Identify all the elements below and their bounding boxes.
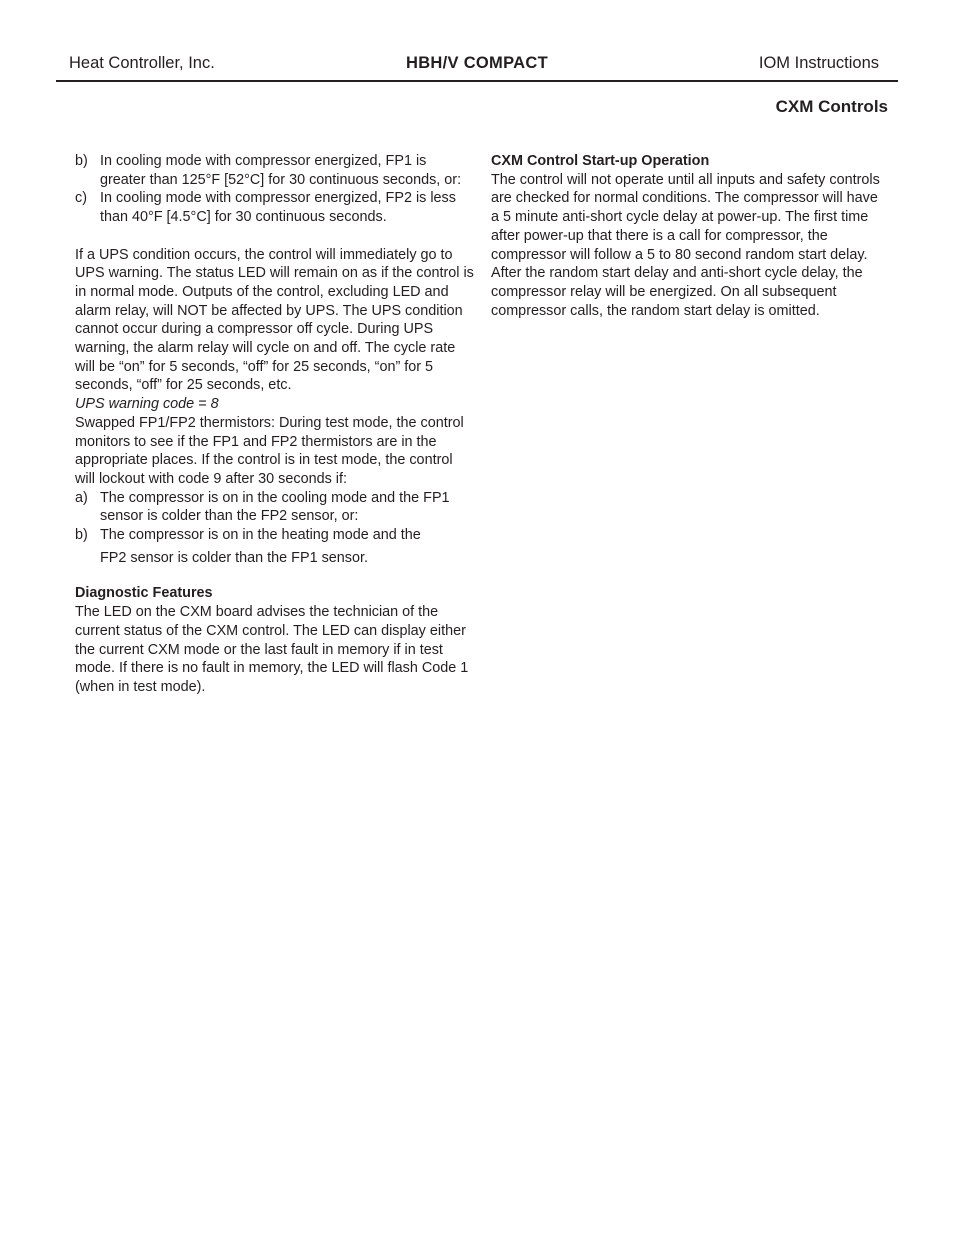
startup-operation-heading: CXM Control Start-up Operation: [491, 153, 710, 169]
diagnostic-features-paragraph: The LED on the CXM board advises the technician of the current status of the CXM control. The LED can display either the current CXM mode or the last fault in memory if in test mode. If there is no fault in memory, the LED will flash Code 1 (when in test mode).: [75, 604, 469, 695]
list-item-text: In cooling mode with compressor energized, FP2 is less than 40°F [4.5°C] for 30 continuous seconds.: [100, 190, 456, 226]
ups-warning-code: UPS warning code = 8: [75, 396, 219, 413]
diagnostic-features-heading: Diagnostic Features: [75, 585, 213, 602]
list-item: [75, 189, 475, 226]
list-marker: b): [75, 527, 88, 544]
list-item-text-line2: FP2 sensor is colder than the FP1 sensor.: [100, 549, 368, 566]
list-item-text-line1: The compressor is on in the heating mode and the: [100, 527, 421, 544]
spacer: [75, 567, 475, 584]
swapped-thermistors-paragraph: Swapped FP1/FP2 thermistors: During test mode, the control monitors to see if the FP1 and FP2 thermistors are in the appropriate places. If the control is in test mode, the control will lockout with code 9 after 30 seconds if:: [75, 414, 464, 487]
list-marker: c): [75, 190, 87, 207]
ups-paragraph: If a UPS condition occurs, the control will immediately go to UPS warning. The status LED will remain on as if the control is in normal mode. Outputs of the control, excluding LED and alarm relay, will NOT be affected by UPS. The UPS condition cannot occur during a compressor off cycle. During UPS warning, the alarm relay will cycle on and off. The cycle rate will be “on” for 5 seconds, “off” for 25 seconds, “on” for 5 seconds, “off” for 25 seconds, etc.: [75, 246, 474, 394]
list-item-text: In cooling mode with compressor energized, FP1 is greater than 125°F [52°C] for 30 continuous seconds, or:: [100, 153, 462, 188]
startup-operation-paragraph: The control will not operate until all inputs and safety controls are checked for normal conditions. The compressor will have a 5 minute anti-short cycle delay at power-up. The first time after power-up that there is a call for compressor, the compressor will follow a 5 to 80 second random start delay. After the random start delay and anti-short cycle delay, the compressor relay will be energized. On all subsequent compressor calls, the random start delay is omitted.: [491, 171, 880, 319]
spacer: [75, 227, 475, 246]
list-marker: b): [75, 153, 88, 169]
section-title: CXM Controls: [775, 97, 888, 116]
list-item: [75, 489, 475, 526]
header-divider: [56, 80, 898, 82]
list-item: [75, 152, 475, 189]
list-item: [75, 526, 475, 567]
right-column: [491, 152, 883, 320]
header-company: Heat Controller, Inc.: [69, 54, 215, 72]
header-product-title: HBH/V COMPACT: [405, 54, 548, 72]
list-marker: a): [75, 489, 88, 506]
list-item-text: The compressor is on in the cooling mode and the FP1 sensor is colder than the FP2 sensor, or:: [100, 489, 450, 525]
header-document-type: IOM Instructions: [758, 54, 879, 72]
left-column: [75, 152, 475, 697]
